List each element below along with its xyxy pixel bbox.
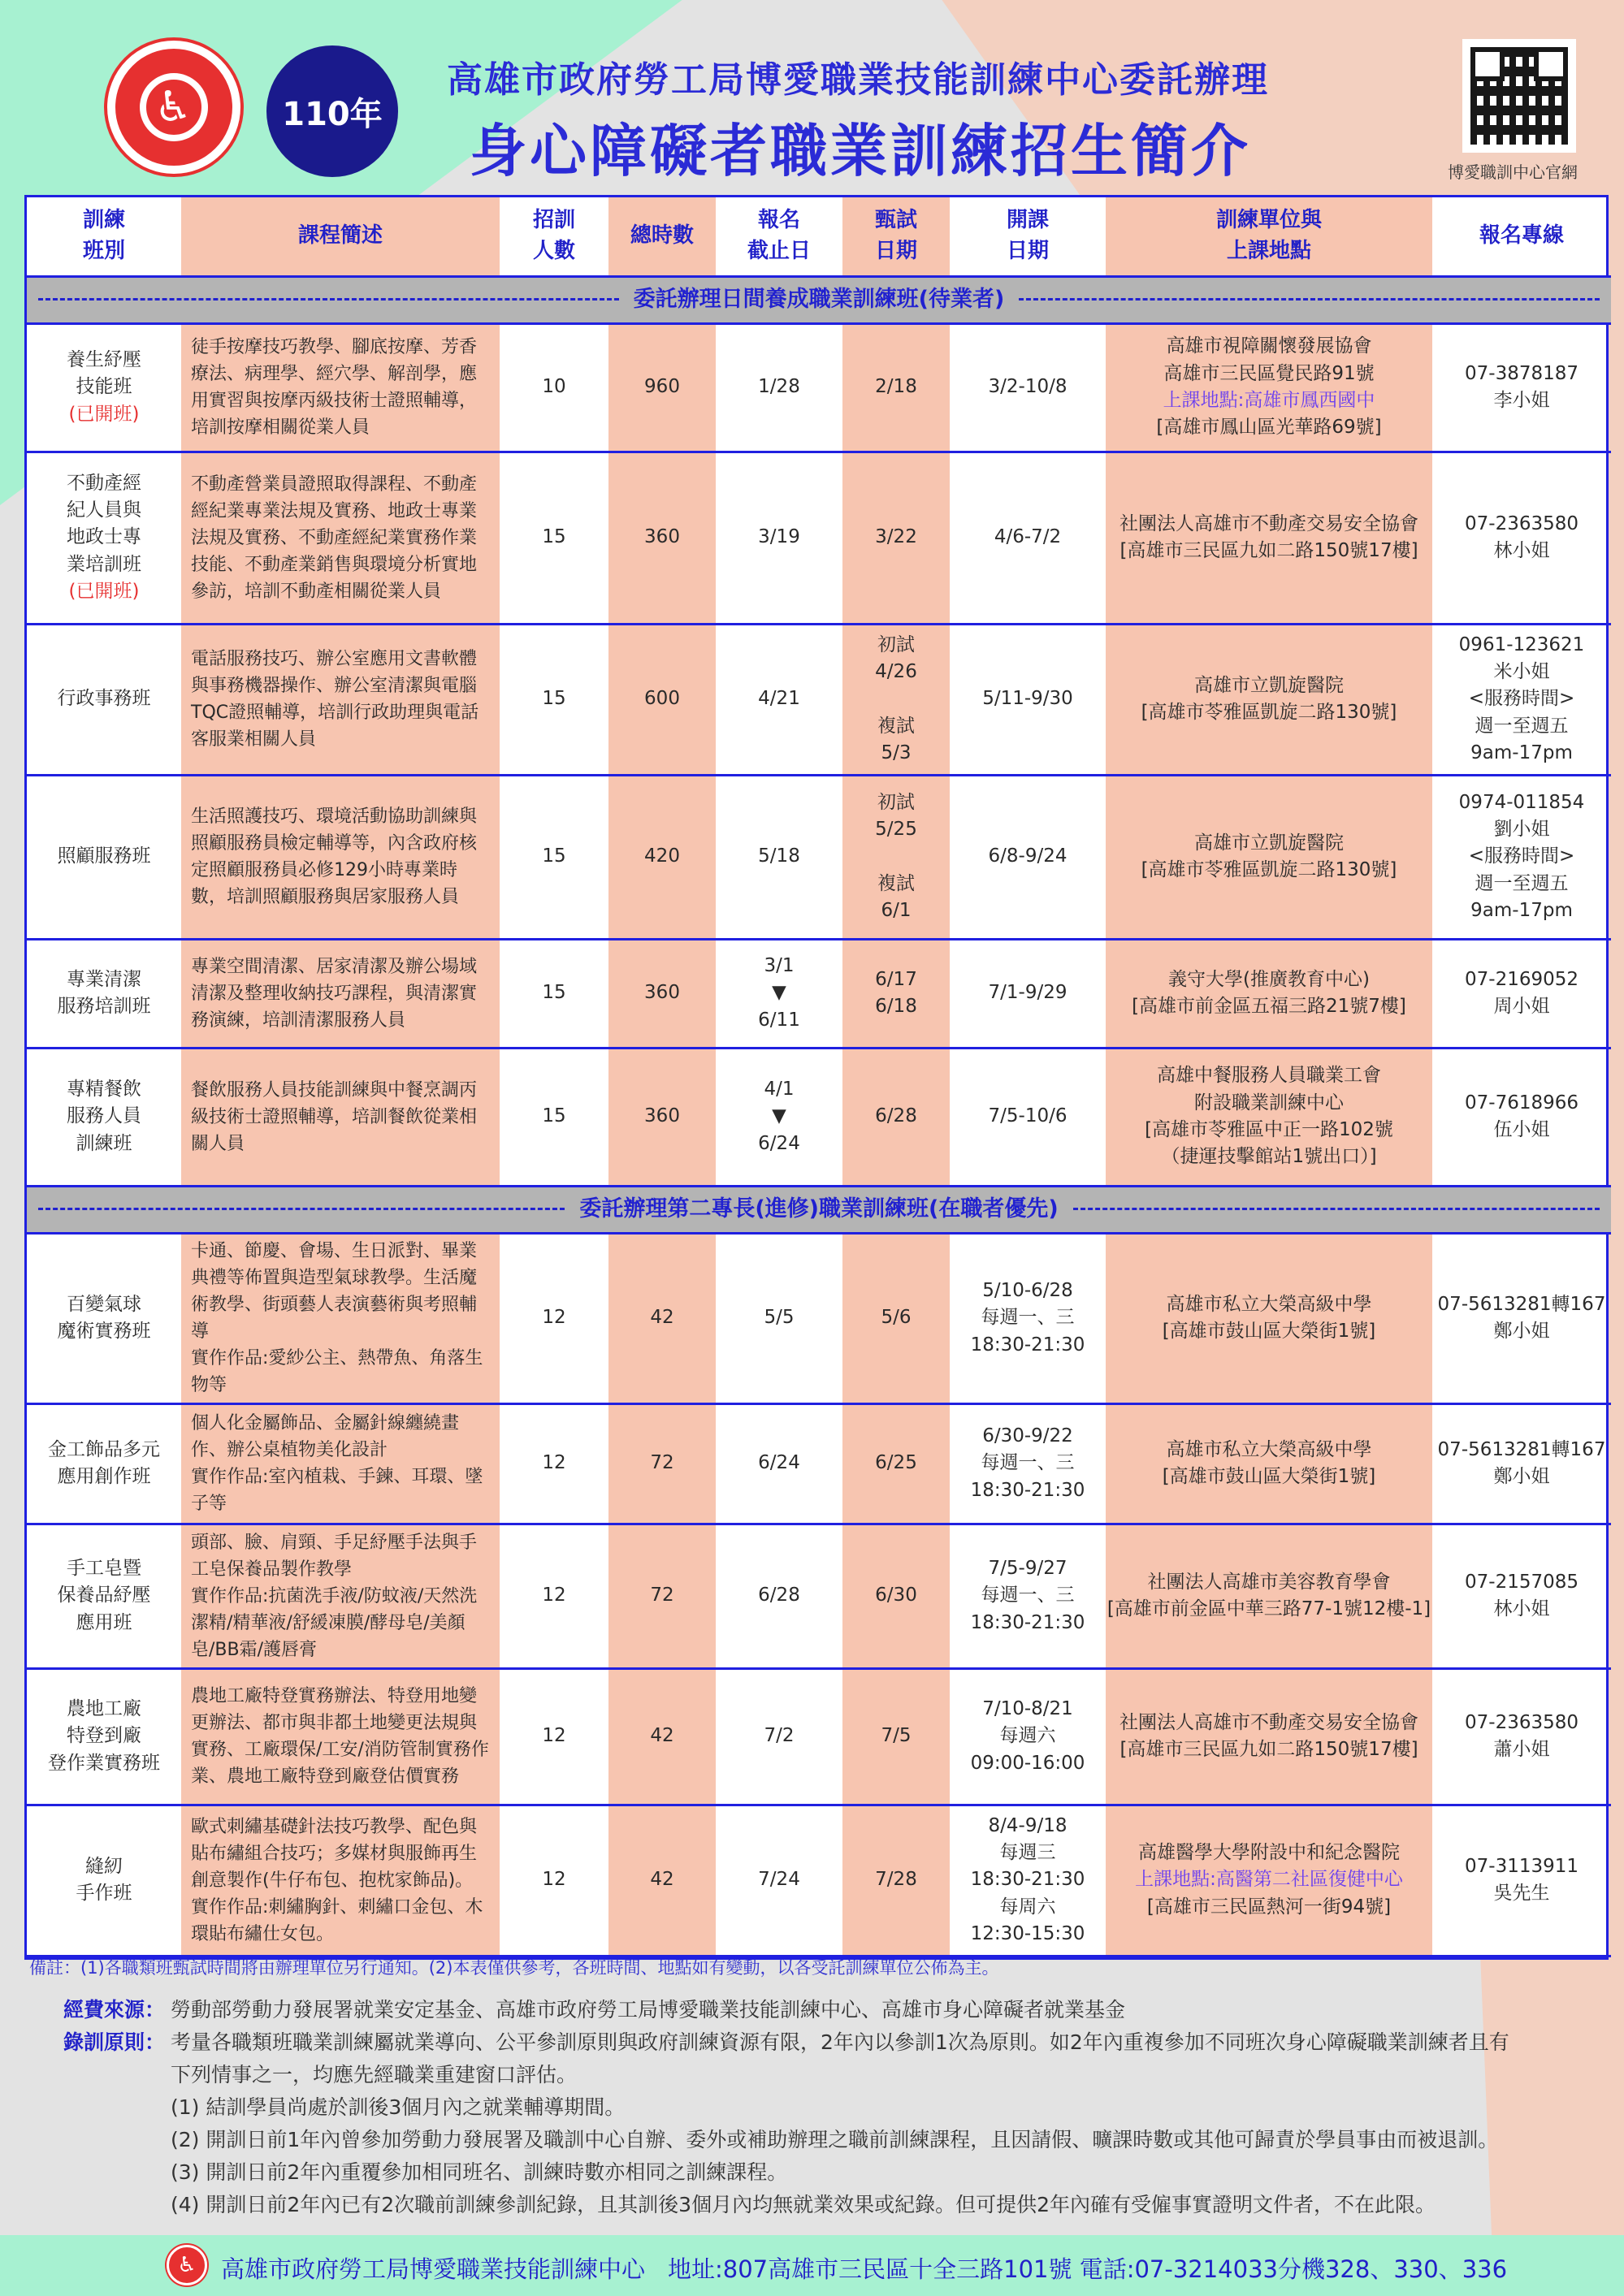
col-start: 開課 日期 [950,197,1106,276]
class-name: 農地工廠 特登到廠 登作業實務班 [27,1668,181,1805]
training-unit: 社團法人高雄市不動產交易安全協會 [高雄市三民區九如二路150號17樓] [1106,1668,1432,1805]
table-row [27,1524,1611,1668]
hours: 360 [608,1048,716,1186]
start-date: 7/1-9/29 [950,939,1106,1048]
exam-date: 7/28 [842,1805,950,1956]
hours: 420 [608,775,716,939]
hours: 960 [608,323,716,452]
training-unit: 社團法人高雄市美容教育學會 [高雄市前金區中華三路77-1號12樓-1] [1106,1524,1432,1668]
course-desc: 歐式刺繡基礎針法技巧教學、配色與貼布繡組合技巧；多媒材與服飾再生創意製作(牛仔布包、抱枕家飾品)。 實作作品:刺繡胸針、刺繡口金包、木環貼布繡仕女包。 [181,1805,500,1956]
deadline: 4/1 ▼ 6/24 [716,1048,842,1186]
start-date: 6/8-9/24 [950,775,1106,939]
hours: 72 [608,1524,716,1668]
start-date: 3/2-10/8 [950,323,1106,452]
deadline: 7/2 [716,1668,842,1805]
principle-item: (4) 開訓日前2年內已有2次職前訓練參訓紀錄，且其訓後3個月內均無就業效果或紀錄。但可提供2年內確有受僱事實證明文件者，不在此限。 [171,2193,1436,2216]
principle-continued: 下列情事之一，均應先經職業重建窗口評估。 [171,2063,578,2086]
seats: 12 [500,1524,608,1668]
hours: 600 [608,624,716,775]
deadline: 6/24 [716,1403,842,1524]
qr-code-icon[interactable] [1462,39,1576,153]
seats: 12 [500,1403,608,1524]
deadline: 4/21 [716,624,842,775]
start-date: 7/5-9/27 每週一、三 18:30-21:30 [950,1524,1106,1668]
course-table [24,195,1609,1960]
exam-date: 初試 4/26 複試 5/3 [842,624,950,775]
seats: 15 [500,1048,608,1186]
footer-logo-icon: ♿ [167,2245,207,2285]
footer-address: 地址:807高雄市三民區十全三路101號 電話:07-3214033分機328、330、336 [668,2255,1508,2283]
seats: 12 [500,1233,608,1403]
start-date: 8/4-9/18 每週三 18:30-21:30 每周六 12:30-15:30 [950,1805,1106,1956]
start-date: 5/11-9/30 [950,624,1106,775]
exam-date: 6/17 6/18 [842,939,950,1048]
start-date: 4/6-7/2 [950,452,1106,624]
principle-text: 考量各職類班職業訓練屬就業導向、公平參訓原則與政府訓練資源有限，2年內以參訓1次為原則。如2年內重複參加不同班次身心障礙職業訓練者且有 [171,2030,1509,2054]
training-unit: 高雄市私立大榮高級中學 [高雄市鼓山區大榮街1號] [1106,1233,1432,1403]
footnote: 備註：(1)各職類班甄試時間將由辦理單位另行通知。(2)本表僅供參考，各班時間、地點如有變動，以各受託訓練單位公佈為主。 [29,1958,999,1978]
status-badge: (已開班) [68,581,140,603]
course-desc: 餐飲服務人員技能訓練與中餐烹調丙級技術士證照輔導，培訓餐飲從業相關人員 [181,1048,500,1186]
course-desc: 個人化金屬飾品、金屬針線纏繞畫作、辦公桌植物美化設計 實作作品:室內植栽、手鍊、耳環、墜子等 [181,1403,500,1524]
exam-date: 3/22 [842,452,950,624]
hours: 42 [608,1233,716,1403]
contact: 07-2363580 林小姐 [1432,452,1611,624]
seats: 15 [500,624,608,775]
exam-date: 7/5 [842,1668,950,1805]
class-name: 照顧服務班 [27,775,181,939]
footer-org-name: 高雄市政府勞工局博愛職業技能訓練中心 [221,2255,646,2283]
principle-item: (2) 開訓日前1年內曾參加勞動力發展署及職訓中心自辦、委外或補助辦理之職前訓練課程，且因請假、曠課時數或其他可歸責於學員事由而被退訓。 [171,2128,1499,2151]
hours: 360 [608,939,716,1048]
course-desc: 農地工廠特登實務辦法、特登用地變更辦法、都市與非都土地變更法規與實務、工廠環保/工安/消防管制實務作業、農地工廠特登到廠登估價實務 [181,1668,500,1805]
contact: 07-5613281轉167 鄭小姐 [1432,1403,1611,1524]
course-desc: 電話服務技巧、辦公室應用文書軟體與事務機器操作、辦公室清潔與電腦TQC證照輔導，培訓行政助理與電話客服業相關人員 [181,624,500,775]
contact: 07-7618966 伍小姐 [1432,1048,1611,1186]
course-desc: 不動產營業員證照取得課程、不動產經紀業專業法規及實務、地政士專業法規及實務、不動產經紀業實務作業技能、不動產業銷售與環境分析實地參訪，培訓不動產相關從業人員 [181,452,500,624]
class-name: 養生紓壓 技能班 [67,348,141,398]
contact: 07-3878187 李小姐 [1432,323,1611,452]
page-subtitle: 高雄市政府勞工局博愛職業技能訓練中心委託辦理 [447,59,1269,101]
page-title: 身心障礙者職業訓練招生簡介 [470,118,1251,184]
course-desc: 徒手按摩技巧教學、腳底按摩、芳香療法、病理學、經穴學、解剖學，應用實習與按摩丙級技術士證照輔導，培訓按摩相關從業人員 [181,323,500,452]
class-location: 上課地點:高雄市鳳西國中 [1163,390,1375,411]
exam-date: 6/25 [842,1403,950,1524]
col-deadline: 報名 截止日 [716,197,842,276]
deadline: 5/18 [716,775,842,939]
class-name: 手工皂暨 保養品紓壓 應用班 [27,1524,181,1668]
training-unit: 高雄市立凱旋醫院 [高雄市苓雅區凱旋二路130號] [1106,775,1432,939]
funding-text: 勞動部勞動力發展署就業安定基金、高雄市政府勞工局博愛職業技能訓練中心、高雄市身心障礙者就業基金 [171,1998,1126,2021]
course-desc: 生活照護技巧、環境活動協助訓練與照顧服務員檢定輔導等，內含政府核定照顧服務員必修129小時專業時數，培訓照顧服務與居家服務人員 [181,775,500,939]
seats: 10 [500,323,608,452]
start-date: 7/5-10/6 [950,1048,1106,1186]
course-desc: 專業空間清潔、居家清潔及辦公場域清潔及整理收納技巧課程，與清潔實務演練，培訓清潔服務人員 [181,939,500,1048]
year-badge: 110年 [266,45,398,177]
footer [0,2235,1624,2296]
section-header-second-skill [27,1186,1611,1233]
contact: 0974-011854 劉小姐 <服務時間> 週一至週五 9am-17pm [1432,775,1611,939]
col-hours: 總時數 [608,197,716,276]
principle-item: (1) 結訓學員尚處於訓後3個月內之就業輔導期間。 [171,2095,626,2119]
seats: 12 [500,1668,608,1805]
deadline: 6/28 [716,1524,842,1668]
table-row [27,1668,1611,1805]
contact: 07-2169052 周小姐 [1432,939,1611,1048]
table-row [27,1048,1611,1186]
table-row [27,452,1611,624]
contact: 07-2157085 林小姐 [1432,1524,1611,1668]
principle-item: (3) 開訓日前2年內重覆參加相同班名、訓練時數亦相同之訓練課程。 [171,2160,788,2184]
table-header [27,197,1611,276]
status-badge: (已開班) [68,403,140,425]
hours: 42 [608,1805,716,1956]
exam-date: 初試 5/25 複試 6/1 [842,775,950,939]
table-row [27,624,1611,775]
info-section [63,1994,1591,2221]
col-seats: 招訓 人數 [500,197,608,276]
seats: 12 [500,1805,608,1956]
hours: 42 [608,1668,716,1805]
table-row [27,1805,1611,1956]
training-unit: 義守大學(推廣教育中心) [高雄市前金區五福三路21號7樓] [1106,939,1432,1048]
deadline: 3/19 [716,452,842,624]
col-exam: 甄試 日期 [842,197,950,276]
class-location: 上課地點:高醫第二社區復健中心 [1135,1869,1403,1891]
class-name: 百變氣球 魔術實務班 [27,1233,181,1403]
training-unit: 高雄中餐服務人員職業工會 附設職業訓練中心 [高雄市苓雅區中正一路102號 （捷運技擊館站1號出口）] [1106,1048,1432,1186]
principle-label: 錄訓原則： [63,2030,166,2054]
class-name: 專精餐飲 服務人員 訓練班 [27,1048,181,1186]
course-desc: 頭部、臉、肩頸、手足紓壓手法與手工皂保養品製作教學 實作作品:抗菌洗手液/防蚊液/天然洗潔精/精華液/舒緩凍膜/酵母皂/美顏皂/BB霜/護唇膏 [181,1524,500,1668]
training-unit: 高雄市立凱旋醫院 [高雄市苓雅區凱旋二路130號] [1106,624,1432,775]
start-date: 7/10-8/21 每週六 09:00-16:00 [950,1668,1106,1805]
col-unit: 訓練單位與 上課地點 [1106,197,1432,276]
class-name: 專業清潔 服務培訓班 [27,939,181,1048]
contact: 07-2363580 蕭小姐 [1432,1668,1611,1805]
hours: 360 [608,452,716,624]
exam-date: 5/6 [842,1233,950,1403]
col-desc: 課程簡述 [181,197,500,276]
training-unit: 社團法人高雄市不動產交易安全協會 [高雄市三民區九如二路150號17樓] [1106,452,1432,624]
table-row [27,775,1611,939]
deadline: 5/5 [716,1233,842,1403]
exam-date: 6/28 [842,1048,950,1186]
section-title: 委託辦理日間養成職業訓練班(待業者) [633,287,1005,313]
deadline: 3/1 ▼ 6/11 [716,939,842,1048]
training-unit: 高雄市私立大榮高級中學 [高雄市鼓山區大榮街1號] [1106,1403,1432,1524]
course-desc: 卡通、節慶、會場、生日派對、畢業典禮等佈置與造型氣球教學。生活魔術教學、街頭藝人表演藝術與考照輔導 實作作品:愛紗公主、熱帶魚、角落生物等 [181,1233,500,1403]
table-row [27,1403,1611,1524]
qr-label: 博愛職訓中心官網 [1448,162,1578,182]
col-class: 訓練 班別 [27,197,181,276]
class-name: 不動產經 紀人員與 地政士專 業培訓班 [67,472,141,575]
contact: 0961-123621 米小姐 <服務時間> 週一至週五 9am-17pm [1432,624,1611,775]
hours: 72 [608,1403,716,1524]
header [0,0,1624,195]
exam-date: 6/30 [842,1524,950,1668]
seats: 15 [500,939,608,1048]
class-name: 行政事務班 [27,624,181,775]
class-name: 金工飾品多元 應用創作班 [27,1403,181,1524]
contact: 07-5613281轉167 鄭小姐 [1432,1233,1611,1403]
class-address: [高雄市三民區熱河一街94號] [1146,1896,1392,1918]
table-row [27,939,1611,1048]
table-row [27,1233,1611,1403]
deadline: 1/28 [716,323,842,452]
section-header-daytime [27,276,1611,323]
class-address: [高雄市鳳山區光華路69號] [1156,417,1382,439]
class-name: 縫紉 手作班 [27,1805,181,1956]
contact: 07-3113911 吳先生 [1432,1805,1611,1956]
training-unit: 高雄醫學大學附設中和紀念醫院 [1138,1841,1400,1863]
col-contact: 報名專線 [1432,197,1611,276]
logo-icon [107,41,240,174]
deadline: 7/24 [716,1805,842,1956]
section-title: 委託辦理第二專長(進修)職業訓練班(在職者優先) [579,1196,1059,1222]
start-date: 5/10-6/28 每週一、三 18:30-21:30 [950,1233,1106,1403]
funding-label: 經費來源： [63,1998,166,2021]
seats: 15 [500,452,608,624]
exam-date: 2/18 [842,323,950,452]
seats: 15 [500,775,608,939]
table-row [27,323,1611,452]
training-unit: 高雄市視障關懷發展協會 高雄市三民區覺民路91號 [1163,335,1375,384]
start-date: 6/30-9/22 每週一、三 18:30-21:30 [950,1403,1106,1524]
